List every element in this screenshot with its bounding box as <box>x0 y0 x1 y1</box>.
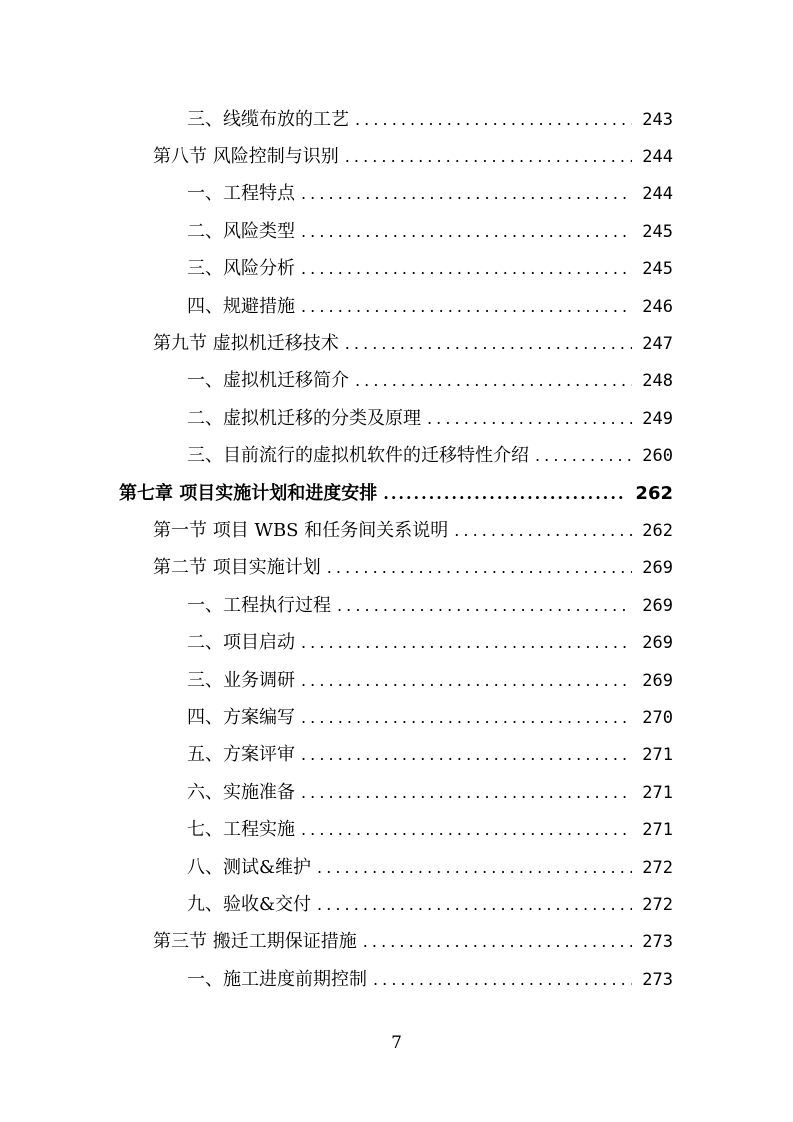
toc-entry-page: 273 <box>642 969 673 990</box>
toc-entry-page: 260 <box>642 446 673 467</box>
dot-leader <box>301 258 632 280</box>
toc-entry[interactable] <box>0 213 793 250</box>
dot-leader <box>345 333 633 355</box>
toc-entry[interactable] <box>0 101 793 138</box>
toc-entry[interactable] <box>0 662 793 699</box>
toc-entry[interactable] <box>0 138 793 175</box>
dot-leader <box>454 520 632 542</box>
toc-entry[interactable] <box>0 512 793 549</box>
toc-entry[interactable] <box>0 924 793 961</box>
dot-leader <box>301 221 632 243</box>
toc-entry-label: 二、虚拟机迁移的分类及原理 <box>187 407 421 429</box>
page-number: 7 <box>391 1033 402 1053</box>
toc-entry-page: 247 <box>642 334 673 355</box>
toc-entry-page: 269 <box>642 595 673 616</box>
toc-entry-page: 249 <box>642 408 673 429</box>
dot-leader <box>301 707 632 729</box>
toc-entry[interactable] <box>0 438 793 475</box>
toc-entry-page: 262 <box>642 520 673 541</box>
dot-leader <box>337 595 632 617</box>
toc-entry[interactable] <box>0 774 793 811</box>
toc-entry[interactable] <box>0 886 793 923</box>
toc-entry[interactable] <box>0 251 793 288</box>
toc-entry-page: 248 <box>642 371 673 392</box>
toc-entry-label: 二、项目启动 <box>187 632 295 654</box>
toc-entry-page: 273 <box>642 932 673 953</box>
dot-leader <box>301 744 632 766</box>
toc-entry-label: 三、线缆布放的工艺 <box>187 108 349 130</box>
toc-entry[interactable] <box>0 325 793 362</box>
toc-entry-label: 一、施工进度前期控制 <box>187 968 367 990</box>
toc-entry[interactable] <box>0 363 793 400</box>
toc-entry-label: 八、测试&维护 <box>187 856 312 878</box>
toc-entry[interactable] <box>0 699 793 736</box>
dot-leader <box>345 146 633 168</box>
toc-entry[interactable] <box>0 737 793 774</box>
toc-entry-label: 四、方案编写 <box>187 706 295 728</box>
toc-entry-label: 六、实施准备 <box>187 781 295 803</box>
toc-entry-page: 271 <box>642 745 673 766</box>
toc-entry-page: 262 <box>635 482 673 504</box>
toc-entry-label: 一、工程特点 <box>187 183 295 205</box>
dot-leader <box>363 931 633 953</box>
dot-leader <box>301 670 632 692</box>
toc-chapter-entry[interactable] <box>0 475 793 512</box>
toc-entry-label: 二、风险类型 <box>187 220 295 242</box>
toc-entry-label: 七、工程实施 <box>187 819 295 841</box>
dot-leader <box>373 969 632 991</box>
toc-entry-label: 三、目前流行的虚拟机软件的迁移特性介绍 <box>187 445 529 467</box>
toc-entry-label: 第二节 项目实施计划 <box>153 557 321 579</box>
dot-leader <box>301 296 632 318</box>
toc-entry[interactable] <box>0 624 793 661</box>
dot-leader <box>535 445 632 467</box>
toc-entry-label: 三、业务调研 <box>187 669 295 691</box>
dot-leader <box>317 857 632 879</box>
dot-leader <box>383 483 625 505</box>
toc-entry-label: 五、方案评审 <box>187 744 295 766</box>
toc-entry-page: 271 <box>642 782 673 803</box>
toc-entry[interactable] <box>0 400 793 437</box>
toc-entry[interactable] <box>0 587 793 624</box>
toc-entry-page: 246 <box>642 296 673 317</box>
dot-leader <box>301 782 632 804</box>
toc-entry-page: 270 <box>642 707 673 728</box>
toc-entry[interactable] <box>0 849 793 886</box>
toc-entry-page: 243 <box>642 109 673 130</box>
toc-entry-page: 269 <box>642 633 673 654</box>
dot-leader <box>355 109 632 131</box>
toc-entry-label: 四、规避措施 <box>187 295 295 317</box>
toc-entry-page: 245 <box>642 221 673 242</box>
dot-leader <box>301 183 632 205</box>
toc-entry[interactable] <box>0 811 793 848</box>
toc-entry-label: 第九节 虚拟机迁移技术 <box>153 333 339 355</box>
toc-entry-page: 271 <box>642 820 673 841</box>
toc-entry-page: 272 <box>642 894 673 915</box>
toc-entry-label: 一、工程执行过程 <box>187 594 331 616</box>
toc-entry-label: 一、虚拟机迁移简介 <box>187 370 349 392</box>
table-of-contents <box>0 101 793 998</box>
toc-entry-label: 第一节 项目 WBS 和任务间关系说明 <box>153 519 449 541</box>
toc-entry-label: 第三节 搬迁工期保证措施 <box>153 931 357 953</box>
toc-entry-page: 244 <box>642 147 673 168</box>
toc-entry[interactable] <box>0 961 793 998</box>
dot-leader <box>317 894 632 916</box>
toc-entry-page: 272 <box>642 857 673 878</box>
toc-entry[interactable] <box>0 288 793 325</box>
toc-entry-page: 269 <box>642 670 673 691</box>
toc-entry[interactable] <box>0 176 793 213</box>
toc-entry-label: 三、风险分析 <box>187 258 295 280</box>
dot-leader <box>301 632 632 654</box>
toc-entry-label: 第八节 风险控制与识别 <box>153 146 339 168</box>
dot-leader <box>427 408 632 430</box>
toc-entry-page: 269 <box>642 558 673 579</box>
toc-entry-label: 九、验收&交付 <box>187 893 312 915</box>
dot-leader <box>355 370 632 392</box>
dot-leader <box>301 819 632 841</box>
dot-leader <box>327 557 633 579</box>
toc-entry[interactable] <box>0 550 793 587</box>
toc-entry-page: 245 <box>642 259 673 280</box>
toc-entry-label: 第七章 项目实施计划和进度安排 <box>119 482 378 504</box>
toc-entry-page: 244 <box>642 184 673 205</box>
